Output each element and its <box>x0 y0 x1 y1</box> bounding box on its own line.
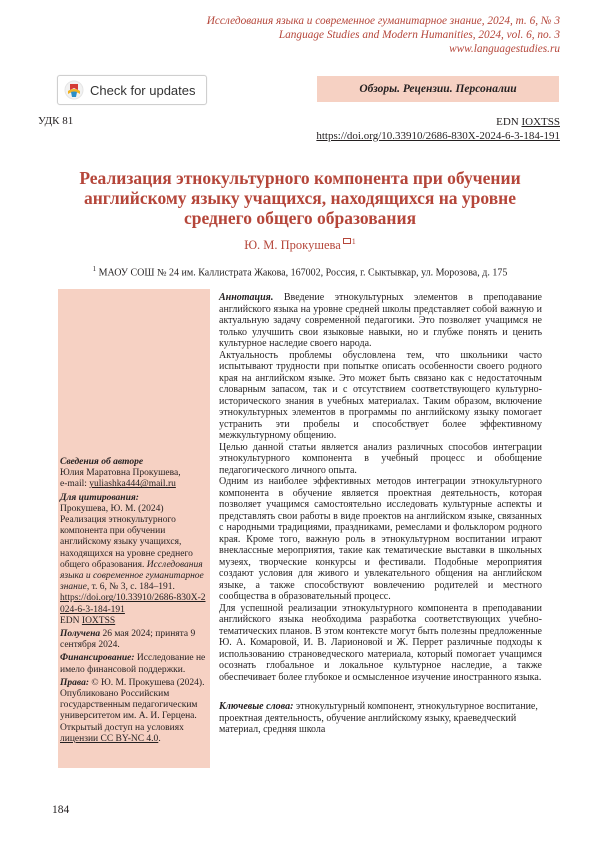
journal-title-ru: Исследования языка и современное гуманитарное знание, 2024, т. 6, № 3 <box>206 15 560 27</box>
author-affiliation-mark: 1 <box>351 237 356 246</box>
check-for-updates-label: Check for updates <box>90 82 196 98</box>
keywords <box>219 701 542 736</box>
email-label: e-mail: <box>60 479 90 490</box>
citation-heading: Для цитирования: <box>60 492 139 503</box>
crossmark-icon <box>64 80 84 100</box>
edn-link[interactable]: IOXTSS <box>521 116 560 128</box>
abstract-paragraph-2: Актуальность проблемы обусловлена тем, что школьники часто испытывают трудности при попытке описать особенности своего родного края на английском языке. Это может быть связано как с недостаточным словарным запасом, так и с отсутствием соответствующего культурно-исторического знания в учебных материалах. Таким образом, включение этнокультурных элементов в программы по английскому языку помогает устранить эти пробелы и способствует более эффективному межкультурному общению. <box>219 349 542 441</box>
abstract-text-1: Введение этнокультурных элементов в преподавание английского языка на уровне средней школы представляет собой важную и актуальную задачу современной педагогики. Это позволяет учащимся не только улучшить свои языковые навыки, но и глубже понять и ценить культурное наследие своего народа. <box>219 292 542 349</box>
author-email-link[interactable]: yuliashka444@mail.ru <box>89 479 176 490</box>
article-identifiers <box>316 115 560 143</box>
journal-website[interactable]: www.languagestudies.ru <box>449 43 560 55</box>
affiliation <box>0 265 600 278</box>
received-dates: 26 мая 2024; принята 9 сентября 2024. <box>60 629 196 651</box>
abstract-label: Аннотация. <box>219 292 274 303</box>
keywords-text: этнокультурный компонент, этнокультурное воспитание, проектная деятельность, обучение английскому языку, краеведческий материал, средняя школа <box>219 701 538 735</box>
abstract-paragraph-1 <box>219 292 542 350</box>
journal-title-en: Language Studies and Modern Humanities, 2024, vol. 6, no. 3 <box>278 29 560 41</box>
rights-label: Права: <box>60 677 89 688</box>
journal-header <box>40 14 560 56</box>
check-for-updates-button[interactable] <box>57 75 207 105</box>
page-number: 184 <box>52 804 70 816</box>
author-line <box>0 237 600 253</box>
article-title: Реализация этнокультурного компонента при обучении английскому языку учащихся, находящихся на уровне среднего общего образования <box>79 168 521 228</box>
abstract-paragraph-5: Для успешной реализации этнокультурного компонента в преподавании английского языка необходима разработка соответствующих учебно-тематических планов. В этом контексте могут быть полезны предложенные Ю. А. Комаровой, И. В. Ларионовой и Ж. Перрет различные подходы к использованию страноведческого материала, который помогает учащимся осознать глобальное и локальное культурное наследие, а также обеспечивает более глубокое и осмысленное изучение иностранного языка. <box>219 602 542 683</box>
edn-label: EDN <box>496 116 519 128</box>
citation-volume: т. 6, № 3, с. 184–191. <box>89 582 175 593</box>
received-label: Получена <box>60 629 101 640</box>
udk-code: УДК 81 <box>38 115 74 127</box>
funding-label: Финансирование: <box>60 653 135 664</box>
citation-journal: Исследования языка и современное гуманитарное знание, <box>60 559 204 593</box>
abstract-paragraph-4: Одним из наиболее эффективных методов интеграции этнокультурного компонента в обучение является проектная деятельность, которая позволяет учащимся самостоятельно исследовать культурные аспекты и представлять свои работы в виде проектов на английском языке, связанных с народными традициями, праздниками, ремеслами и фольклором родного края. Кроме того, важную роль в этнокультурном воспитании играют внеклассные мероприятия, такие как тематические выставки в школьных музеях, творческие конкурсы и фестивали. Подобные мероприятия создают условия для живого и увлекательного общения на английском языке, а также способствуют вовлечению родителей и местного сообщества в образовательный процесс. <box>219 476 542 602</box>
rights-end: . <box>158 733 161 744</box>
affiliation-text: МАОУ СОШ № 24 им. Каллистрата Жакова, 167002, Россия, г. Сыктывкар, ул. Морозова, д. 175 <box>98 267 508 279</box>
envelope-icon[interactable] <box>343 238 351 244</box>
citation-text: Прокушева, Ю. М. (2024) Реализация этнокультурного компонента при обучении английскому языку учащихся, находящихся на уровне среднего общего образования. <box>60 503 193 570</box>
section-label: Обзоры. Рецензии. Персоналии <box>317 76 559 102</box>
citation-edn-label: EDN <box>60 615 82 626</box>
rights-text: © Ю. М. Прокушева (2024). Опубликовано Российским государственным педагогическим университетом им. А. И. Герцена. Открытый доступ на условиях <box>60 677 205 733</box>
funding-text: Исследование не имело финансовой поддержки. <box>60 653 206 675</box>
edn-line <box>316 115 560 129</box>
citation-edn-link[interactable]: IOXTSS <box>81 615 116 626</box>
about-author-heading: Сведения об авторе <box>60 457 144 467</box>
doi-link[interactable]: https://doi.org/10.33910/2686-830X-2024-6-3-184-191 <box>316 130 560 142</box>
about-author-name: Юлия Маратовна Прокушева, <box>60 468 181 479</box>
author-name: Ю. М. Прокушева <box>244 238 341 253</box>
abstract <box>219 292 542 683</box>
abstract-paragraph-3: Целью данной статьи является анализ различных способов интеграции этнокультурного компонента в учебный процесс и обобщение педагогического личного опыта. <box>219 441 542 476</box>
affiliation-mark: 1 <box>92 265 97 273</box>
citation-doi-link[interactable]: https://doi.org/10.33910/2686-830X-2024-6-3-184-191 <box>60 593 206 615</box>
license-link[interactable]: лицензии CC BY-NC 4.0 <box>60 733 159 744</box>
keywords-label: Ключевые слова: <box>219 701 294 712</box>
sidebar-content <box>60 457 208 745</box>
